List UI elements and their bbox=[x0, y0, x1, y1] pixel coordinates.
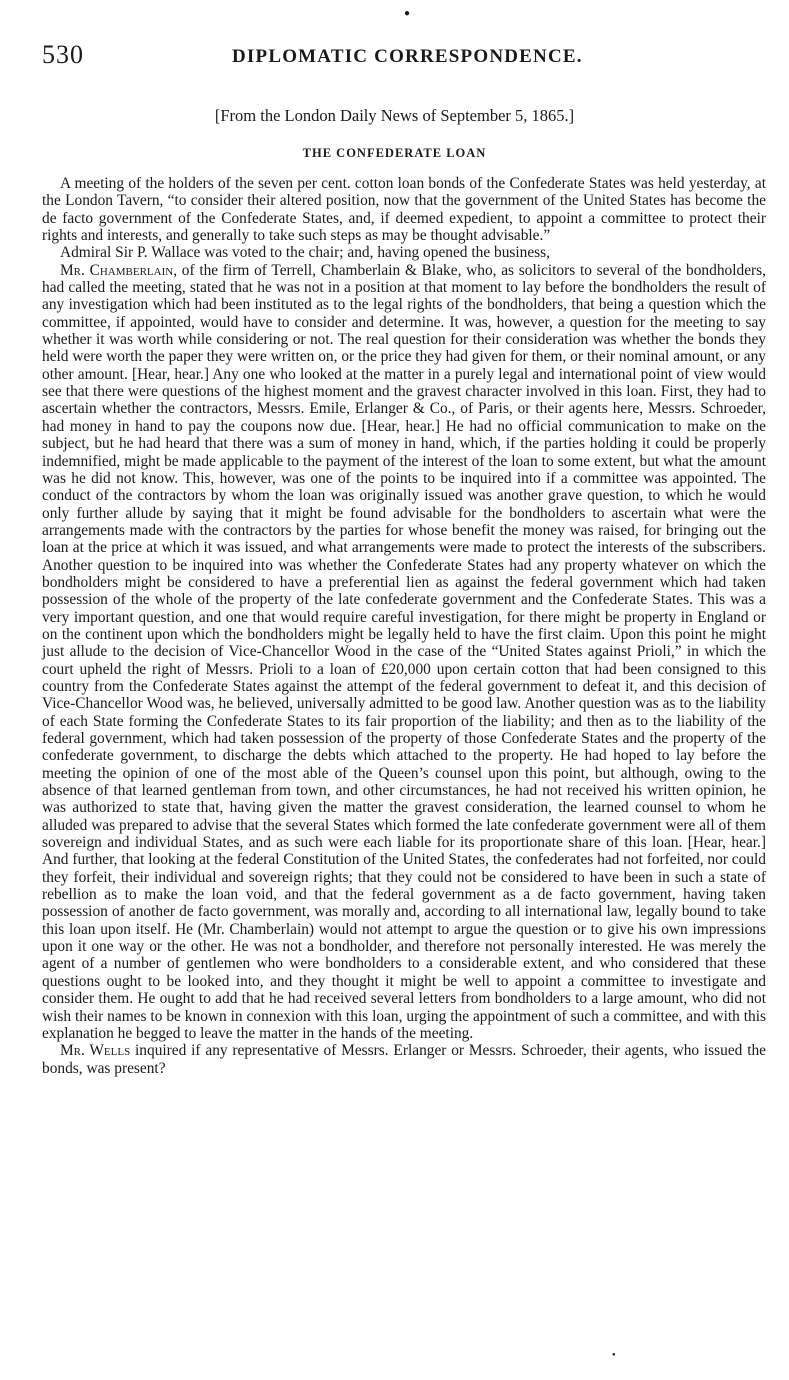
paragraph-text: A meeting of the holders of the seven per cent. cotton loan bonds of the Confederate States was held yesterday, at the London Tavern, “to consider their altered position, now that the government of the United States has become the de facto government of the Confederate States, and, if deemed expedient, to appoint a committee to protect their rights and interests, and generally to take such steps as may be thought advisable.” bbox=[42, 175, 766, 245]
paragraph-text: Admiral Sir P. Wallace was voted to the chair; and, having opened the business, bbox=[60, 244, 551, 262]
paragraph bbox=[42, 1042, 766, 1077]
ink-speck: ● bbox=[404, 8, 411, 19]
page-number: 530 bbox=[42, 40, 84, 69]
paragraph-text: of the firm of Terrell, Chamberlain & Blake, who, as solicitors to several of the bondholders, had called the meeting, stated that he was not in a position at that moment to lay before the bondholders the result of any investigation which had been instituted as to the legal rights of the bondholders, that being a question which the committee, if appointed, would have to consider and determine. It was, however, a question for the meeting to say whether it was worth while considering or not. The real question for their consideration was whether the bonds they held were worth the paper they were written on, or the price they had given for them, or their nominal amount, or any other amount. [Hear, hear.] Any one who looked at the matter in a purely legal and international point of view would see that there were questions of the highest moment and the gravest character involved in this loan. First, they had to ascertain whether the contractors, Messrs. Emile, Erlanger & Co., of Paris, or their agents here, Messrs. Schroeder, had money in hand to pay the coupons now due. [Hear, hear.] He had no official communication to make on the subject, but he had heard that there was a sum of money in hand, which, if the parties holding it could be properly indemnified, might be made applicable to the payment of the interest of the loan to some extent, but what the amount was he did not know. This, however, was one of the points to be inquired into if a committee was appointed. The conduct of the contractors by whom the loan was originally issued was another grave question, to which he would only further allude by saying that it might be found advisable for the bondholders to ascertain what were the arrangements made with the contractors by the parties for whose benefit the money was raised, for bringing out the loan at the price at which it was issued, and what arrangements were made to protect the interests of the subscribers. Another question to be inquired into was whether the Confederate States had any property whatever on which the bondholders might be considered to have a preferential lien as against the federal government which had taken possession of the whole of the property of the late confederate government and the Confederate States. This was a very important question, and one that would require careful investigation, for there might be property in England or on the continent upon which the bondholders might be legally held to have the first claim. Upon this point he might just allude to the decision of Vice-Chancellor Wood in the case of the “United States against Prioli,” in which the court upheld the right of Messrs. Prioli to a loan of £20,000 upon certain cotton that had been consigned to this country from the Confederate States against the attempt of the federal government to defeat it, and this decision of Vice-Chancellor Wood was, he believed, universally admitted to be good law. Another question was as to the liability of each State forming the Confederate States to its fair proportion of the liability; and then as to the liability of the federal government, which had taken possession of the property of those Confederate States and the property of the confederate government, to discharge the debts which attached to the property. He had hoped to lay before the meeting the opinion of one of the most able of the Queen’s counsel upon this point, but although, owing to the absence of that learned gentleman from town, and other circumstances, he had not received his written opinion, he was authorized to state that, having given the matter the gravest consideration, the learned counsel to whom he alluded was prepared to advise that the several States which formed the late confederate government were all of them sovereign and individual States, and as such were each liable for its proportionate share of this loan. [Hear, hear.] And further, that looking at the federal Constitution of the United States, the confederates had not forfeited, nor could they forfeit, their individual and sovereign rights; that they could not be considered to have been in such a state of rebellion as to make the loan void, and that the federal government as a de facto government, having taken possession of another de facto government, was morally and, according to all international law, legally bound to take this loan upon itself. He (Mr. Chamberlain) would not attempt to argue the question or to give his own impressions upon it one way or the other. He was not a bondholder, and therefore not personally interested. He was merely the agent of a number of gentlemen who were bondholders to a considerable extent, and who considered that these questions ought to be looked into, and they thought it might be well to appoint a committee to investigate and consider them. He ought to add that he had received several letters from bondholders to a large amount, who did not wish their names to be known in connexion with this loan, urging the appointment of such a committee, and with this explanation he begged to leave the matter in the hands of the meeting. bbox=[42, 261, 766, 1042]
speaker-name: Mr. Wells bbox=[60, 1042, 131, 1060]
paragraph bbox=[42, 262, 766, 1042]
speaker-name: Mr. Chamberlain, bbox=[60, 261, 178, 279]
paragraph bbox=[42, 175, 766, 244]
running-head: DIPLOMATIC CORRESPONDENCE. bbox=[232, 46, 583, 67]
source-line: [From the London Daily News of September 5, 1865.] bbox=[214, 106, 575, 125]
paragraph bbox=[42, 244, 766, 261]
page-header bbox=[42, 40, 762, 74]
article-body bbox=[42, 175, 766, 1077]
paragraph-text: inquired if any representative of Messrs. Erlanger or Messrs. Schroeder, their agents, who issued the bonds, was present? bbox=[42, 1042, 766, 1077]
ink-speck: ● bbox=[612, 1352, 616, 1358]
article-title: THE CONFEDERATE LOAN bbox=[302, 146, 487, 160]
